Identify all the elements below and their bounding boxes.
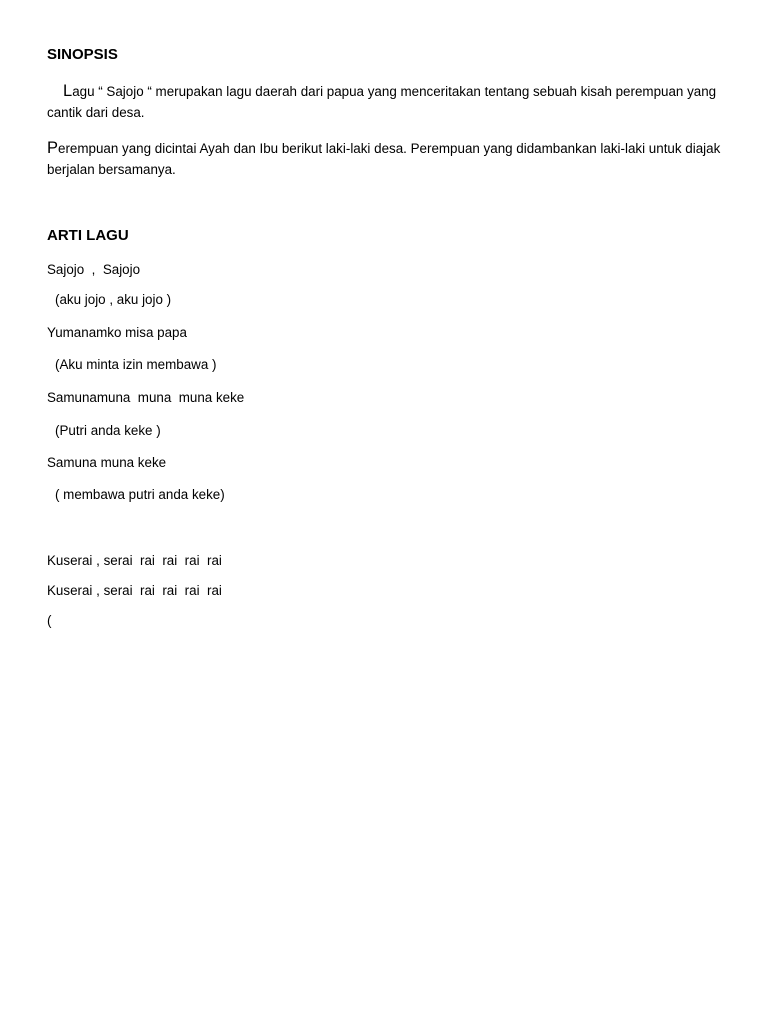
paragraph-text: erempuan yang dicintai Ayah dan Ibu berikut laki-laki desa. Perempuan yang didambankan laki-laki untuk diajak berjalan bersamanya. — [47, 141, 721, 177]
sinopsis-heading: SINOPSIS — [47, 46, 118, 63]
lyric-line: ( — [47, 613, 52, 628]
lyric-line: Samuna muna keke — [47, 455, 167, 470]
lyric-line: Kuserai , serai rai rai rai rai — [47, 553, 222, 568]
sinopsis-paragraph-2 — [47, 138, 723, 180]
lyric-translation: (Putri anda keke ) — [55, 423, 161, 438]
lyric-translation: (aku jojo , aku jojo ) — [55, 292, 172, 307]
drop-initial: L — [63, 82, 73, 100]
sinopsis-paragraph-1 — [47, 81, 723, 123]
lyric-line: Sajojo , Sajojo — [47, 262, 141, 277]
lyric-line: Kuserai , serai rai rai rai rai — [47, 583, 222, 598]
paragraph-text: agu “ Sajojo “ merupakan lagu daerah dari papua yang menceritakan tentang sebuah kisah perempuan yang cantik dari desa. — [47, 84, 717, 120]
lyric-line: Samunamuna muna muna keke — [47, 390, 245, 405]
arti-lagu-heading: ARTI LAGU — [47, 227, 129, 244]
drop-initial: P — [47, 139, 59, 157]
lyric-translation: ( membawa putri anda keke) — [55, 487, 225, 502]
lyric-translation: (Aku minta izin membawa ) — [55, 357, 217, 372]
lyric-line: Yumanamko misa papa — [47, 325, 187, 340]
